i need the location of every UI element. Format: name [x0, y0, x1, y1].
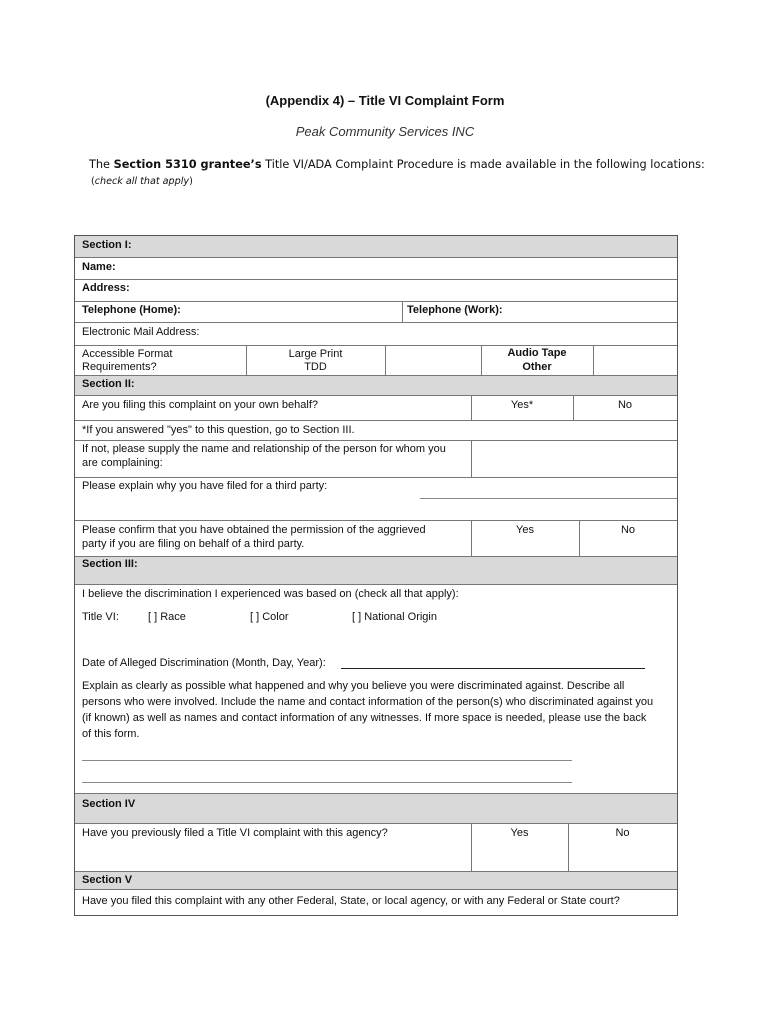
title-vi-label: Title VI: — [82, 611, 119, 623]
col-divider — [385, 345, 386, 375]
row-divider — [75, 375, 677, 376]
row-divider — [75, 889, 677, 890]
section-3-heading: Section III: — [82, 558, 138, 570]
own-behalf-question: Are you filing this complaint on your own behalf? — [82, 399, 319, 411]
option-tdd[interactable]: TDD — [304, 361, 327, 373]
section-1-heading: Section I: — [82, 239, 132, 251]
basis-question: I believe the discrimination I experienced was based on (check all that apply): — [82, 588, 459, 600]
own-behalf-yes[interactable]: Yes* — [510, 399, 534, 411]
row-divider — [75, 871, 677, 872]
explain-line2: persons who were involved. Include the name and contact information of the person(s) who discriminated against you — [82, 696, 654, 708]
confirm-line2: party if you are filing on behalf of a third party. — [82, 538, 305, 550]
email-label: Electronic Mail Address: — [82, 326, 200, 338]
previous-complaint-no[interactable]: No — [615, 827, 630, 839]
name-label: Name: — [82, 261, 116, 273]
option-audio-tape[interactable]: Audio Tape — [507, 347, 567, 359]
format-label-line2: Requirements? — [82, 361, 157, 373]
color-checkbox[interactable]: [ ] Color — [250, 611, 289, 623]
if-not-line2: are complaining: — [82, 457, 163, 469]
date-label: Date of Alleged Discrimination (Month, Day, Year): — [82, 657, 326, 669]
section-2-heading: Section II: — [82, 378, 135, 390]
row-divider — [75, 322, 677, 323]
row-divider — [75, 257, 677, 258]
date-input-line[interactable] — [341, 668, 645, 669]
row-divider — [75, 556, 677, 557]
row-divider — [75, 477, 677, 478]
previous-complaint-question: Have you previously filed a Title VI complaint with this agency? — [82, 827, 388, 839]
complaint-form-table — [74, 235, 678, 916]
section-1-header-bg — [75, 236, 677, 257]
confirm-line1: Please confirm that you have obtained the permission of the aggrieved — [82, 524, 426, 536]
explain-answer-line[interactable] — [82, 782, 572, 783]
explain-line3: (if known) as well as names and contact information of any witnesses. If more space is needed, please use the back — [82, 712, 647, 724]
col-divider — [471, 440, 472, 477]
telephone-work-label: Telephone (Work): — [407, 304, 503, 316]
third-party-question: Please explain why you have filed for a third party: — [82, 480, 328, 492]
permission-no[interactable]: No — [620, 524, 636, 536]
intro-bold: Section 5310 grantee’s — [113, 158, 262, 171]
note-text: check all that apply — [94, 176, 190, 187]
explain-line4: of this form. — [82, 728, 140, 740]
row-divider — [75, 823, 677, 824]
race-checkbox[interactable]: [ ] Race — [148, 611, 186, 623]
format-label-line1: Accessible Format — [82, 348, 173, 360]
row-divider — [75, 420, 677, 421]
form-title: (Appendix 4) – Title VI Complaint Form — [265, 93, 505, 108]
note-open: ( — [91, 176, 95, 187]
previous-complaint-yes[interactable]: Yes — [510, 827, 529, 839]
third-party-answer-line[interactable] — [420, 498, 677, 499]
section-4-header-bg — [75, 793, 677, 823]
note-close: ) — [189, 176, 193, 187]
row-divider — [75, 440, 677, 441]
organization-name: Peak Community Services INC — [295, 124, 475, 139]
check-all-note — [91, 176, 193, 187]
intro-prefix: The — [89, 158, 114, 171]
intro-text — [89, 158, 705, 171]
row-divider — [75, 279, 677, 280]
row-divider — [75, 520, 677, 521]
col-divider — [593, 345, 594, 375]
if-yes-note: *If you answered "yes" to this question, go to Section III. — [82, 424, 355, 436]
col-divider — [402, 301, 403, 322]
row-divider — [75, 584, 677, 585]
row-divider — [75, 793, 677, 794]
section-3-header-bg — [75, 556, 677, 584]
section-5-heading: Section V — [82, 874, 133, 886]
national-origin-checkbox[interactable]: [ ] National Origin — [352, 611, 437, 623]
section-2-header-bg — [75, 375, 677, 395]
own-behalf-no[interactable]: No — [617, 399, 633, 411]
row-divider — [75, 395, 677, 396]
explain-answer-line[interactable] — [82, 760, 572, 761]
telephone-home-label: Telephone (Home): — [82, 304, 181, 316]
option-large-print[interactable]: Large Print — [288, 348, 343, 360]
other-agency-question: Have you filed this complaint with any other Federal, State, or local agency, or with any Federal or State court? — [82, 895, 620, 907]
address-label: Address: — [82, 282, 130, 294]
permission-yes[interactable]: Yes — [516, 524, 534, 536]
section-5-header-bg — [75, 871, 677, 889]
section-4-heading: Section IV — [82, 798, 136, 810]
option-other[interactable]: Other — [522, 361, 552, 373]
intro-suffix: Title VI/ADA Complaint Procedure is made available in the following locations: — [261, 158, 705, 171]
row-divider — [75, 301, 677, 302]
if-not-line1: If not, please supply the name and relationship of the person for whom you — [82, 443, 446, 455]
explain-line1: Explain as clearly as possible what happened and why you believe you were discriminated against. Describe all — [82, 680, 625, 692]
